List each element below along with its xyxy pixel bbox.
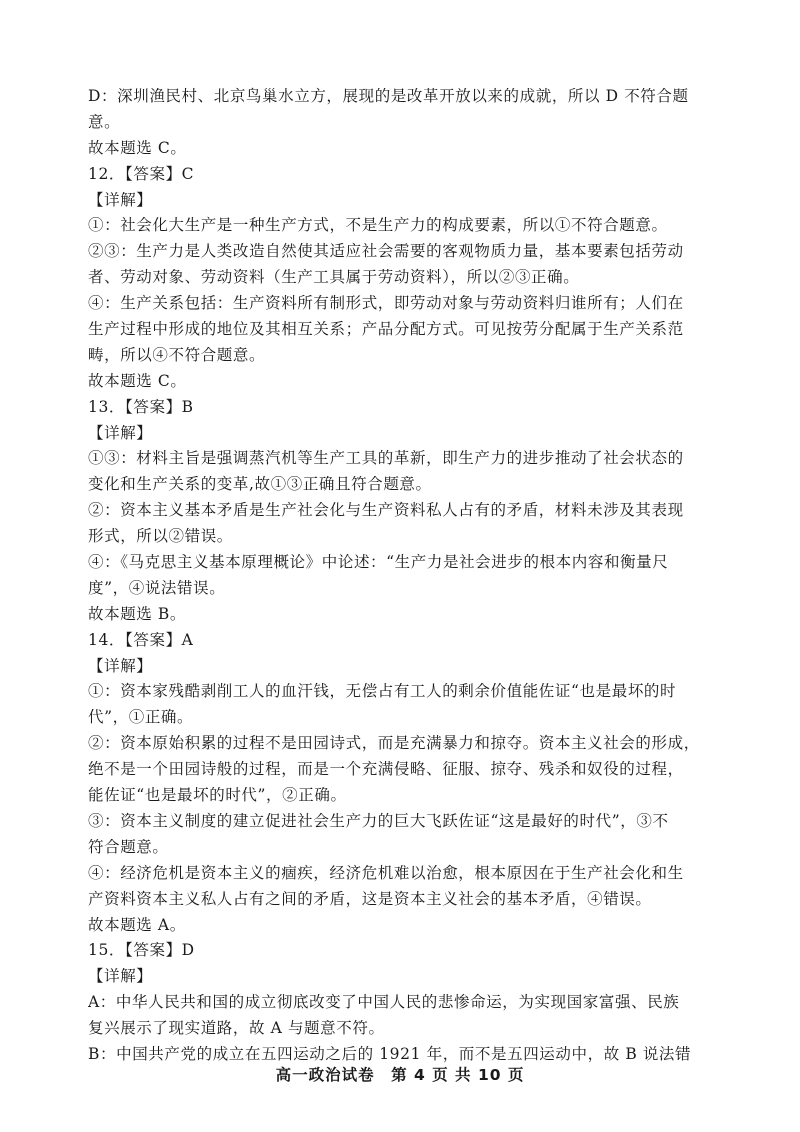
text-line: ②：资本主义基本矛盾是生产社会化与生产资料私人占有的矛盾，材料未涉及其表现 (88, 501, 684, 520)
text-line: ①：资本家残酷剥削工人的血汗钱，无偿占有工人的剩余价值能佐证“也是最坏的时 (88, 682, 677, 701)
text-line: 畴，所以④不符合题意。 (88, 345, 266, 364)
text-line: 代”，①正确。 (88, 708, 194, 727)
text-line: 15．【答案】D (88, 941, 195, 960)
answer-explanation-text (88, 84, 718, 1068)
text-line: 故本题选 A。 (88, 915, 186, 934)
text-line: ②：资本原始积累的过程不是田园诗式，而是充满暴力和掠夺。资本主义社会的形成， (88, 734, 700, 753)
text-line: 【详解】 (88, 190, 153, 209)
text-line: ④：生产关系包括：生产资料所有制形式，即劳动对象与劳动资料归谁所有；人们在 (88, 294, 684, 313)
text-line: 故本题选 C。 (88, 371, 187, 390)
text-line: 14．【答案】A (88, 630, 194, 649)
text-line: B：中国共产党的成立在五四运动之后的 1921 年，而不是五四运动中，故 B 说法错 (88, 1044, 692, 1063)
text-line: 【详解】 (88, 656, 153, 675)
page-footer: 高一政治试卷 第 4 页 共 10 页 (275, 1066, 525, 1084)
text-line: 12．【答案】C (88, 164, 195, 183)
text-line: 意。 (88, 112, 121, 131)
text-line: 者、劳动对象、劳动资料（生产工具属于劳动资料），所以②③正确。 (88, 268, 580, 287)
text-line: ②③：生产力是人类改造自然使其适应社会需要的客观物质力量，基本要素包括劳动 (88, 242, 684, 261)
text-line: ①③：材料主旨是强调蒸汽机等生产工具的革新，即生产力的进步推动了社会状态的 (88, 449, 684, 468)
text-line: ④：《马克思主义基本原理概论》中论述：“生产力是社会进步的根本内容和衡量尺 (88, 553, 669, 572)
text-line: 绝不是一个田园诗般的过程，而是一个充满侵略、征服、掠夺、残杀和奴役的过程， (88, 760, 684, 779)
text-line: 【详解】 (88, 967, 153, 986)
text-line: A：中华人民共和国的成立彻底改变了中国人民的悲惨命运，为实现国家富强、民族 (88, 993, 680, 1012)
text-line: 符合题意。 (88, 837, 169, 856)
text-line: 形式，所以②错误。 (88, 527, 233, 546)
text-line: 变化和生产关系的变革,故①③正确且符合题意。 (88, 475, 432, 494)
text-line: 复兴展示了现实道路，故 A 与题意不符。 (88, 1019, 385, 1038)
text-line: ④：经济危机是资本主义的痼疾，经济危机难以治愈，根本原因在于生产社会化和生 (88, 863, 684, 882)
text-line: 产资料资本主义私人占有之间的矛盾，这是资本主义社会的基本矛盾，④错误。 (88, 889, 652, 908)
text-line: 故本题选 B。 (88, 604, 187, 623)
text-line: 故本题选 C。 (88, 138, 187, 157)
text-line: ③：资本主义制度的建立促进社会生产力的巨大飞跃佐证“这是最好的时代”，③不 (88, 811, 669, 830)
text-line: ①：社会化大生产是一种生产方式，不是生产力的构成要素，所以①不符合题意。 (88, 216, 668, 235)
text-line: 13．【答案】B (88, 397, 194, 416)
text-line: D：深圳渔民村、北京鸟巢水立方，展现的是改革开放以来的成就，所以 D 不符合题 (88, 87, 689, 105)
text-line: 度”，④说法错误。 (88, 578, 226, 597)
text-line: 【详解】 (88, 423, 153, 442)
text-line: 生产过程中形成的地位及其相互关系；产品分配方式。可见按劳分配属于生产关系范 (88, 320, 684, 339)
text-line: 能佐证“也是最坏的时代”，②正确。 (88, 786, 347, 805)
